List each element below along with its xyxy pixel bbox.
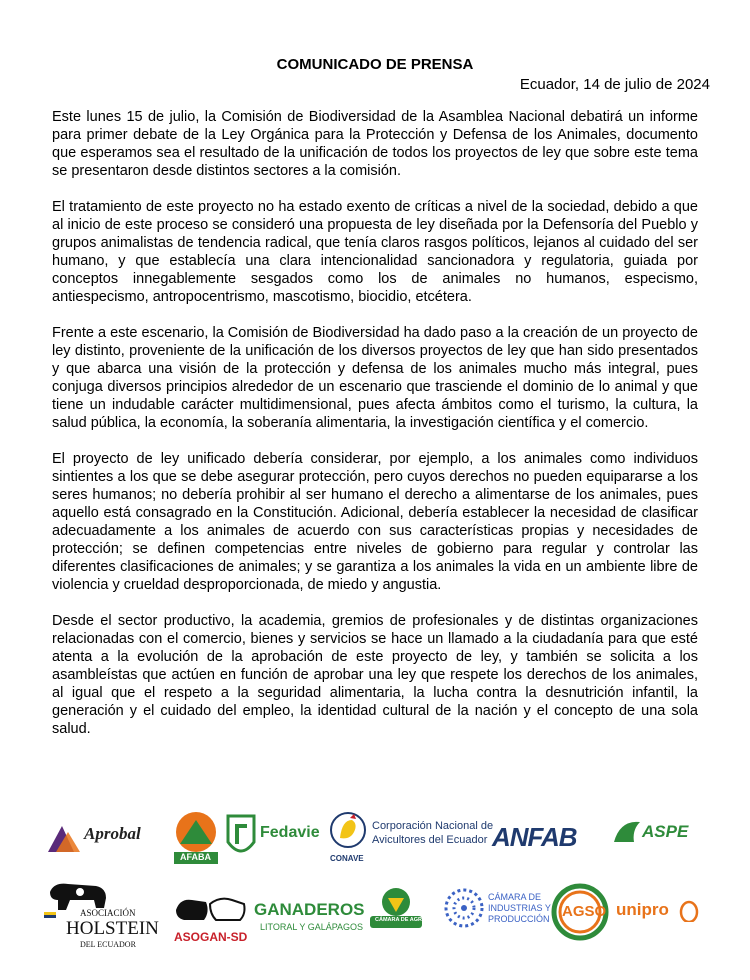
holstein-name-line-2: HOLSTEIN [66,918,159,939]
camara-agricultura-emblem-icon [366,882,426,942]
asogan-logo [170,890,250,950]
conave-name-line-2: Avicultores del Ecuador [372,834,488,846]
agso-logo [550,882,610,942]
camara-agricultura-name: CÁMARA DE AGRICULTURA [375,917,450,923]
anfab-logo [492,820,600,856]
fedavie-name: Fedavie [260,824,320,841]
paragraph-5: Desde el sector productivo, la academia, gremios de profesionales y de distintas organizaciones relacionadas con el comercio, bienes y servicios se hace un llamado a la ciudadanía para que esté atenta a la evolución de la aprobación de este proyecto de ley, y también se solicita a los asambleístas que actúen en función de aprobar una ley que respete los derechos de los animales, al igual que el respeto a la seguridad alimentaria, la lucha contra la desnutrición infantil, la generación y el cuidado del empleo, la identidad cultural de la nación y el concepto de una sola salud. [52,613,698,737]
logos-row-2 [36,878,716,960]
logos-row-1 [36,808,716,868]
document-date: Ecuador, 14 de julio de 2024 [519,76,710,93]
aspe-logo [612,816,712,860]
fedavie-shield-icon [226,812,256,862]
holstein-name-line-1: ASOCIACIÓN [80,908,136,918]
camara-agricultura-logo [366,882,450,946]
conave-name-line-1: Corporación Nacional de [372,820,494,832]
fedavie-logo [226,812,326,862]
holstein-name-line-3: DEL ECUADOR [80,940,136,949]
ganaderos-subtitle: LITORAL Y GALÁPAGOS [260,922,364,932]
camara-industrias-line-1: CÁMARA DE [488,892,542,902]
conave-logo [328,810,494,866]
holstein-logo [44,878,166,956]
afaba-name: AFABA [180,852,211,862]
aprobal-logo [44,818,156,858]
unipro-logo [616,898,712,934]
camara-industrias-line-3: PRODUCCIÓN [488,914,550,924]
afaba-logo [174,810,218,866]
asogan-cattle-icon [170,890,250,930]
ganaderos-name: GANADEROS [254,900,365,919]
paragraph-2: El tratamiento de este proyecto no ha estado exento de críticas a nivel de la sociedad, debido a que al inicio de este proceso se consideró una propuesta de ley diseñada por la Defensoría del Pueblo y grupos animalistas de tendencia radical, que tenía claros rasgos políticos, lejanos al cuidado del ser humano, y que establecía una clara intencionalidad sancionadora y regulatoria, guiada por conceptos innegablemente sesgados como los de animales no humanos, especismo, antiespecismo, antropocentrismo, mascotismo, biocidio, etcétera. [52,199,698,305]
conave-acronym: CONAVE [330,854,364,863]
camara-industrias-line-2: INDUSTRIAS Y [488,903,551,913]
paragraph-3: Frente a este escenario, la Comisión de Biodiversidad ha dado paso a la creación de un proyecto de ley distinto, proveniente de la unificación de los diversos proyectos de ley que han sido presentados y que abarca una visión de la protección y defensa de los animales mucho más integral, pues conjuga diversos principios alrededor de un escenario que trasciende el dominio de lo animal y que tiene un indudable carácter multidimensional, pues afecta ámbitos como el turismo, la cultura, la salud pública, la economía, la soberanía alimentaria, la investigación científica y el comercio. [52,325,698,431]
document-body [52,108,698,756]
unipro-egg-icon [678,900,700,922]
ganaderos-logo [254,896,366,940]
paragraph-1: Este lunes 15 de julio, la Comisión de Biodiversidad de la Asamblea Nacional debatirá un informe para primer debate de la Ley Orgánica para la Protección y Defensa de los Animales, documento que esperamos sea el resultado de la unificación de todos los proyectos de ley que sobre este tema se presentaron desde distintos sectores a la comisión. [52,109,698,179]
aspe-name: ASPE [642,822,689,841]
agso-name: AGSO [562,903,607,920]
paragraph-4: El proyecto de ley unificado debería considerar, por ejemplo, a los animales como individuos sintientes a los que se debe asegurar protección, pero cuyos derechos no pueden equipararse a los seres humanos; no debería prohibir al ser humano el derecho a alimentarse de los animales, pues aquello está consagrado en la Constitución. Adicional, debería establecer la necesidad de clasificar adecuadamente a los animales de acuerdo con sus características propias y necesidades de protección; se definen competencias entre niveles de gobierno para regular y controlar las diferentes clasificaciones de animales; y se garantiza a los animales la vida en un ambiente libre de violencia y crueldad desproporcionada, de miedo y angustia. [52,451,698,593]
aspe-emblem-icon [612,816,642,846]
anfab-name: ANFAB [492,822,577,852]
camara-industrias-globe-icon [442,886,486,930]
asogan-name: ASOGAN-SD [174,930,248,944]
camara-industrias-logo [442,886,551,946]
aprobal-name: Aprobal [84,824,141,843]
document-title: COMUNICADO DE PRENSA [276,56,474,73]
aprobal-emblem-icon [44,818,84,858]
conave-rooster-icon [328,810,368,854]
unipro-name: unipro [616,900,669,919]
